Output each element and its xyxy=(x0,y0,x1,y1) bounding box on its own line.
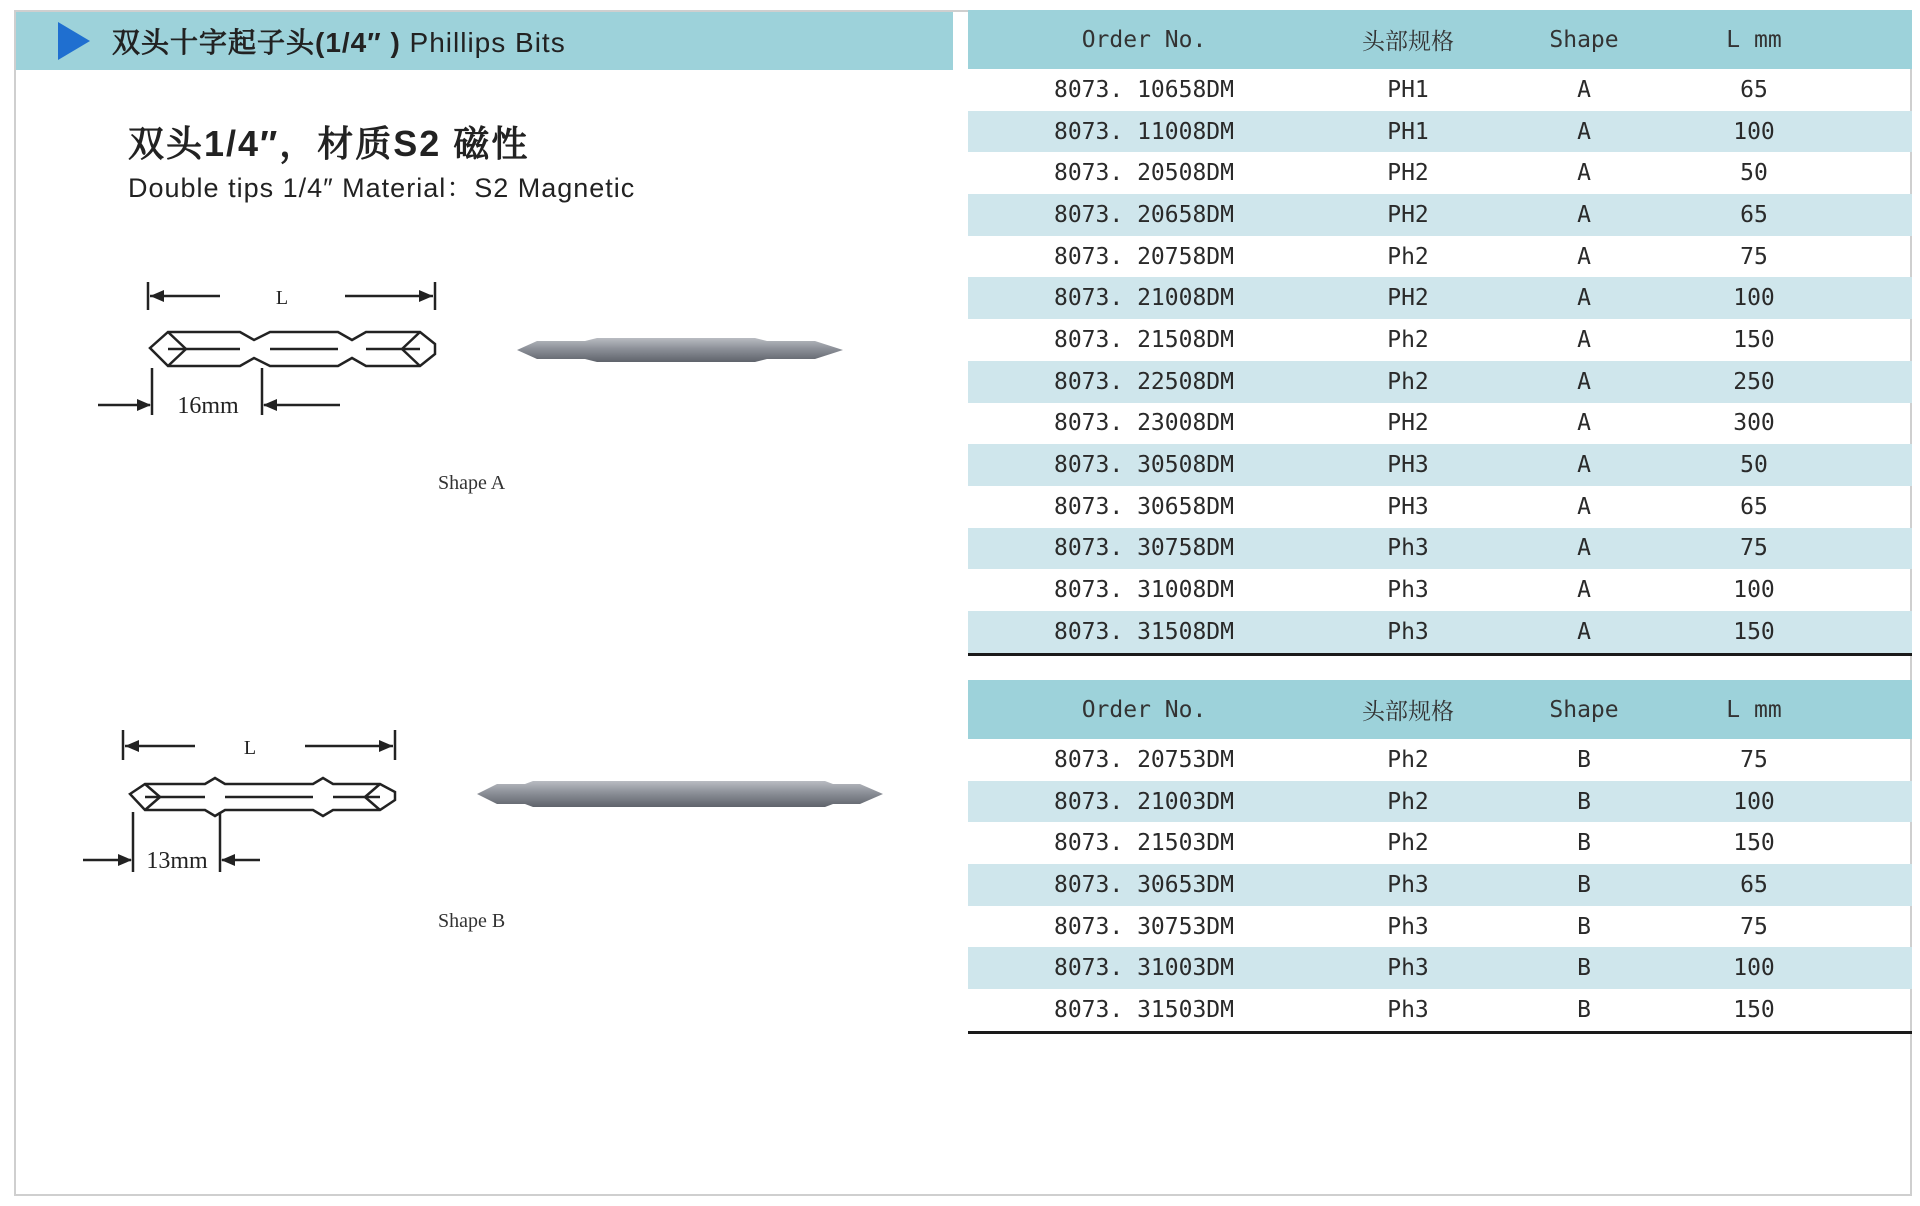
table-row xyxy=(968,444,1912,486)
cell-order-no: 8073. 20753DM xyxy=(1053,746,1234,773)
table-row xyxy=(968,277,1912,319)
shape-a-tip-dimension: 16mm xyxy=(177,393,239,419)
cell-length: 75 xyxy=(1740,535,1768,562)
cell-length: 75 xyxy=(1740,913,1768,940)
cell-order-no: 8073. 30508DM xyxy=(1053,452,1234,479)
table-row xyxy=(968,569,1912,611)
shape-a-caption: Shape A xyxy=(438,472,506,494)
cell-order-no: 8073. 21508DM xyxy=(1053,326,1234,353)
cell-shape: A xyxy=(1577,493,1591,520)
table-body xyxy=(968,739,1912,1031)
cell-shape: B xyxy=(1577,996,1591,1023)
cell-head-spec: Ph2 xyxy=(1387,830,1429,857)
cell-order-no: 8073. 21003DM xyxy=(1053,788,1234,815)
table-bottom-rule xyxy=(968,653,1912,656)
cell-head-spec: PH2 xyxy=(1387,285,1429,312)
cell-order-no: 8073. 31003DM xyxy=(1053,955,1234,982)
table-row xyxy=(968,361,1912,403)
column-header-order-no: Order No. xyxy=(1081,26,1207,53)
cell-length: 250 xyxy=(1733,368,1775,395)
table-row xyxy=(968,319,1912,361)
cell-shape: B xyxy=(1577,746,1591,773)
table-row xyxy=(968,989,1912,1031)
table-row xyxy=(968,739,1912,781)
column-header-length: L mm xyxy=(1726,696,1782,723)
cell-order-no: 8073. 20508DM xyxy=(1053,160,1234,187)
cell-length: 100 xyxy=(1733,577,1775,604)
cell-shape: A xyxy=(1577,577,1591,604)
shape-b-caption: Shape B xyxy=(438,910,506,932)
spec-line-english: Double tips 1/4″ Material：S2 Magnetic xyxy=(128,173,636,203)
table-row xyxy=(968,111,1912,153)
cell-length: 100 xyxy=(1733,118,1775,145)
cell-shape: A xyxy=(1577,201,1591,228)
cell-head-spec: Ph3 xyxy=(1387,577,1429,604)
column-header-head-spec: 头部规格 xyxy=(1362,699,1454,725)
cell-head-spec: Ph3 xyxy=(1387,871,1429,898)
play-triangle-icon xyxy=(58,22,90,60)
cell-shape: A xyxy=(1577,76,1591,103)
table-row xyxy=(968,528,1912,570)
cell-order-no: 8073. 20758DM xyxy=(1053,243,1234,270)
title-chinese: 双头十字起子头(1/4″ ) xyxy=(112,27,401,58)
table-header xyxy=(968,680,1912,739)
cell-order-no: 8073. 30758DM xyxy=(1053,535,1234,562)
cell-head-spec: Ph3 xyxy=(1387,535,1429,562)
shape-b-bit-photo xyxy=(475,774,885,814)
cell-length: 65 xyxy=(1740,871,1768,898)
cell-length: 65 xyxy=(1740,76,1768,103)
table-row xyxy=(968,906,1912,948)
cell-shape: A xyxy=(1577,285,1591,312)
cell-head-spec: PH1 xyxy=(1387,76,1429,103)
table-body xyxy=(968,69,1912,653)
cell-shape: B xyxy=(1577,788,1591,815)
table-bottom-rule xyxy=(968,1031,1912,1034)
cell-length: 50 xyxy=(1740,452,1768,479)
column-header-length: L mm xyxy=(1726,26,1782,53)
shape-a-bit-photo xyxy=(515,330,845,370)
cell-order-no: 8073. 31008DM xyxy=(1053,577,1234,604)
cell-length: 300 xyxy=(1733,410,1775,437)
cell-head-spec: PH1 xyxy=(1387,118,1429,145)
cell-head-spec: PH2 xyxy=(1387,410,1429,437)
cell-shape: A xyxy=(1577,243,1591,270)
cell-order-no: 8073. 21008DM xyxy=(1053,285,1234,312)
cell-head-spec: PH3 xyxy=(1387,452,1429,479)
cell-length: 65 xyxy=(1740,201,1768,228)
cell-shape: A xyxy=(1577,160,1591,187)
table-row xyxy=(968,69,1912,111)
cell-head-spec: PH2 xyxy=(1387,201,1429,228)
shape-a-length-label: L xyxy=(275,287,289,309)
cell-shape: B xyxy=(1577,830,1591,857)
spec-line-chinese: 双头1/4″，材质S2 磁性 xyxy=(128,123,530,164)
cell-shape: A xyxy=(1577,326,1591,353)
table-row xyxy=(968,822,1912,864)
cell-head-spec: Ph3 xyxy=(1387,618,1429,645)
cell-order-no: 8073. 23008DM xyxy=(1053,410,1234,437)
column-header-head-spec: 头部规格 xyxy=(1362,29,1454,55)
table-row xyxy=(968,864,1912,906)
cell-length: 50 xyxy=(1740,160,1768,187)
cell-head-spec: Ph3 xyxy=(1387,913,1429,940)
cell-order-no: 8073. 21503DM xyxy=(1053,830,1234,857)
cell-order-no: 8073. 30658DM xyxy=(1053,493,1234,520)
cell-shape: A xyxy=(1577,535,1591,562)
cell-shape: A xyxy=(1577,368,1591,395)
cell-length: 100 xyxy=(1733,788,1775,815)
column-header-shape: Shape xyxy=(1549,26,1619,53)
column-header-order-no: Order No. xyxy=(1081,696,1207,723)
table-header xyxy=(968,10,1912,69)
cell-head-spec: Ph2 xyxy=(1387,788,1429,815)
cell-order-no: 8073. 30653DM xyxy=(1053,871,1234,898)
cell-order-no: 8073. 22508DM xyxy=(1053,368,1234,395)
table-row xyxy=(968,486,1912,528)
cell-shape: B xyxy=(1577,955,1591,982)
cell-shape: A xyxy=(1577,618,1591,645)
cell-head-spec: Ph2 xyxy=(1387,368,1429,395)
cell-shape: A xyxy=(1577,410,1591,437)
cell-length: 75 xyxy=(1740,746,1768,773)
order-table-shape-a xyxy=(968,10,1912,656)
cell-shape: B xyxy=(1577,871,1591,898)
shape-a-dimension-drawing xyxy=(90,270,460,440)
table-row xyxy=(968,947,1912,989)
table-row xyxy=(968,152,1912,194)
cell-length: 150 xyxy=(1733,618,1775,645)
shape-b-tip-dimension: 13mm xyxy=(146,848,208,874)
cell-head-spec: Ph2 xyxy=(1387,746,1429,773)
cell-shape: A xyxy=(1577,118,1591,145)
cell-head-spec: Ph3 xyxy=(1387,996,1429,1023)
shape-b-dimension-drawing xyxy=(75,720,415,890)
table-row xyxy=(968,781,1912,823)
cell-length: 75 xyxy=(1740,243,1768,270)
cell-length: 150 xyxy=(1733,830,1775,857)
title-english: Phillips Bits xyxy=(409,27,566,58)
cell-head-spec: Ph3 xyxy=(1387,955,1429,982)
cell-length: 100 xyxy=(1733,955,1775,982)
page-title xyxy=(112,21,566,61)
cell-order-no: 8073. 10658DM xyxy=(1053,76,1234,103)
table-row xyxy=(968,236,1912,278)
cell-shape: B xyxy=(1577,913,1591,940)
cell-head-spec: PH2 xyxy=(1387,160,1429,187)
cell-order-no: 8073. 31508DM xyxy=(1053,618,1234,645)
cell-length: 65 xyxy=(1740,493,1768,520)
cell-length: 150 xyxy=(1733,996,1775,1023)
shape-b-length-label: L xyxy=(243,737,257,759)
title-bar xyxy=(16,12,953,70)
cell-head-spec: Ph2 xyxy=(1387,326,1429,353)
cell-length: 100 xyxy=(1733,285,1775,312)
cell-order-no: 8073. 31503DM xyxy=(1053,996,1234,1023)
cell-length: 150 xyxy=(1733,326,1775,353)
cell-order-no: 8073. 30753DM xyxy=(1053,913,1234,940)
table-row xyxy=(968,194,1912,236)
column-header-shape: Shape xyxy=(1549,696,1619,723)
cell-head-spec: Ph2 xyxy=(1387,243,1429,270)
order-table-shape-b xyxy=(968,680,1912,1034)
cell-order-no: 8073. 11008DM xyxy=(1053,118,1234,145)
cell-head-spec: PH3 xyxy=(1387,493,1429,520)
table-row xyxy=(968,403,1912,445)
cell-shape: A xyxy=(1577,452,1591,479)
cell-order-no: 8073. 20658DM xyxy=(1053,201,1234,228)
table-row xyxy=(968,611,1912,653)
